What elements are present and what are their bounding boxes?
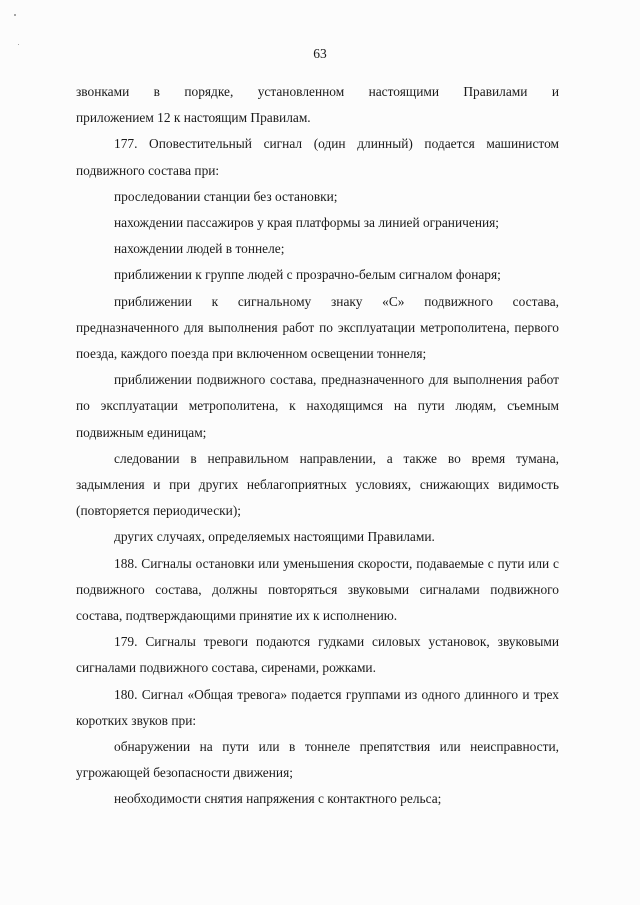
paragraph: 180. Сигнал «Общая тревога» подается группами из одного длинного и трех коротких звуков при: xyxy=(76,686,559,728)
paragraph: звонками в порядке, установленном настоящими Правилами и xyxy=(76,84,559,99)
list-item: нахождении пассажиров у края платформы за линией ограничения; xyxy=(114,215,500,231)
paragraph: приложением 12 к настоящим Правилам. xyxy=(76,110,311,126)
list-item: приближении к группе людей с прозрачно-белым сигналом фонаря; xyxy=(114,267,501,283)
list-item: следовании в неправильном направлении, а также во время тумана, задымления и при других неблагоприятных условиях, снижающих видимость (повторяется периодически); xyxy=(76,450,559,519)
scan-speck xyxy=(18,44,19,45)
list-item: проследовании станции без остановки; xyxy=(114,188,338,204)
paragraph: 188. Сигналы остановки или уменьшения скорости, подаваемые с пути или с подвижного состава, должны повторяться звуковыми сигналами подвижного состава, подтверждающими принятие их к исполнению. xyxy=(76,555,559,624)
list-item: нахождении людей в тоннеле; xyxy=(114,241,285,257)
scan-speck xyxy=(14,14,16,16)
list-item: других случаях, определяемых настоящими Правилами. xyxy=(114,529,435,545)
paragraph: 177. Оповестительный сигнал (один длинный) подается машинистом подвижного состава при: xyxy=(76,136,559,178)
paragraph: 179. Сигналы тревоги подаются гудками силовых установок, звуковыми сигналами подвижного состава, сиренами, рожками. xyxy=(76,634,559,676)
list-item: обнаружении на пути или в тоннеле препятствия или неисправности, угрожающей безопасности движения; xyxy=(76,739,559,781)
document-body xyxy=(76,79,559,813)
list-item: приближении подвижного состава, предназначенного для выполнения работ по эксплуатации метрополитена, к находящимся на пути людям, съемным подвижным единицам; xyxy=(76,372,559,440)
list-item: приближении к сигнальному знаку «С» подвижного состава, предназначенного для выполнения работ по эксплуатации метрополитена, первого поезда, каждого поезда при включенном освещении тоннеля; xyxy=(76,293,559,362)
list-item: необходимости снятия напряжения с контактного рельса; xyxy=(114,791,442,807)
page-number: 63 xyxy=(313,46,327,61)
